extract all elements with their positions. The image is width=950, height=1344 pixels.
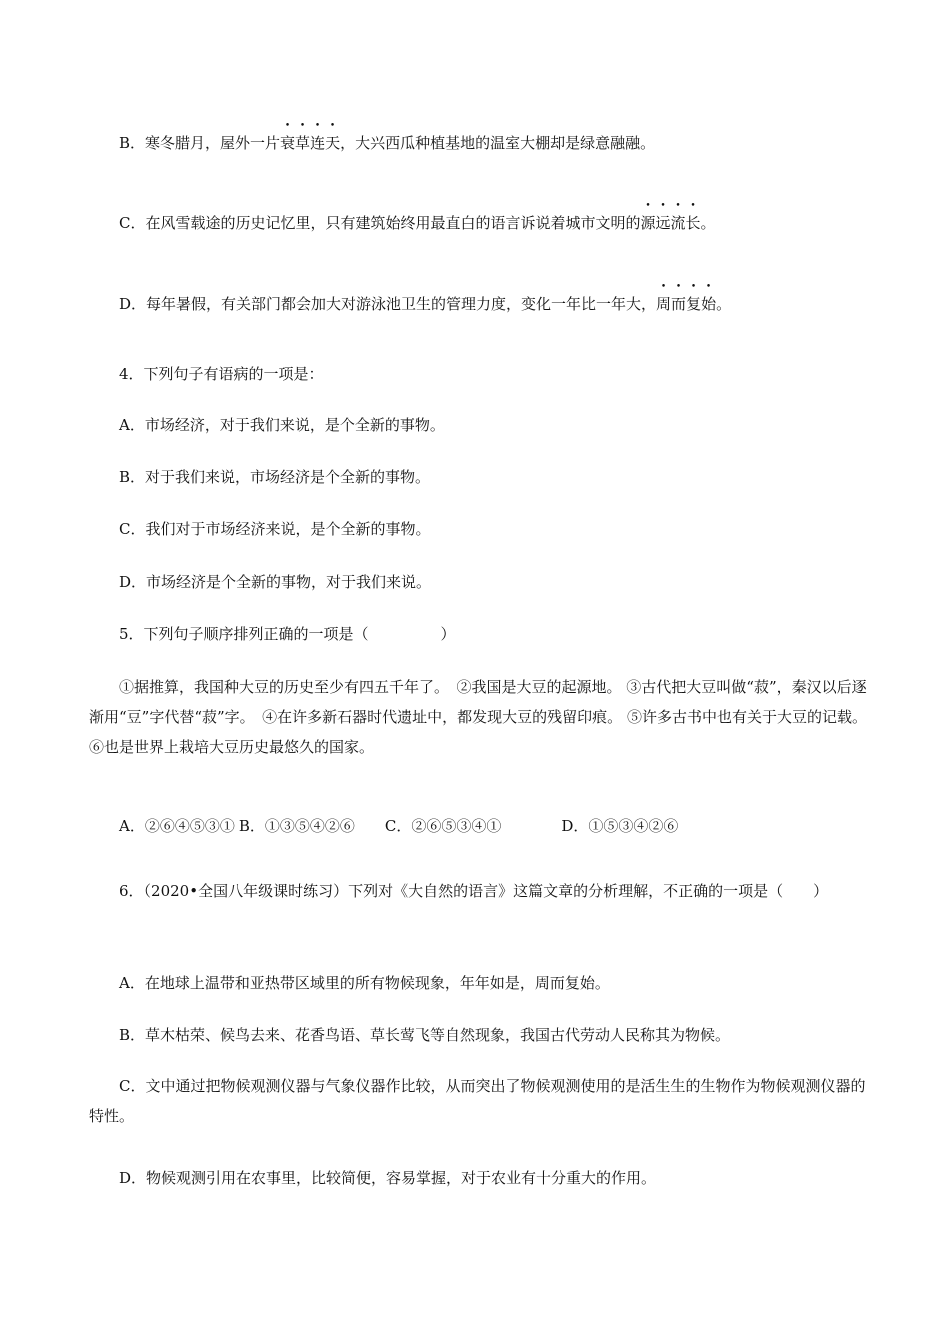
q5-passage: ①据推算，我国种大豆的历史至少有四五千年了。 ②我国是大豆的起源地。 ③古代把大豆叫做“菽”，秦汉以后逐渐用“豆”字代替“菽”字。 ④在许多新石器时代遗址中，都发现大豆的残留印痕。 ⑤许多古书中也有关于大豆的记载。⑥也是世界上栽培大豆历史最悠久的国家。 — [89, 678, 867, 756]
q6-option-a: A．在地球上温带和亚热带区域里的所有物候现象，年年如是，周而复始。 — [119, 974, 610, 992]
q6-option-c: C．文中通过把物候观测仪器与气象仪器作比较，从而突出了物候观测使用的是活生生的生物作为物候观测仪器的特性。 — [89, 1077, 866, 1125]
q4-option-b: B．对于我们来说，市场经济是个全新的事物。 — [119, 468, 431, 486]
emphasis-char: 流 — [670, 214, 686, 232]
q5-stem — [119, 624, 456, 644]
emphasis-char: 草 — [295, 134, 311, 152]
q4-stem: 4．下列句子有语病的一项是： — [119, 365, 324, 383]
emphasis-char: 始 — [701, 295, 717, 313]
q5-option-a: A．②⑥④⑤③① — [119, 817, 235, 835]
emphasis-char: 长 — [685, 214, 701, 232]
q3-option-b-after: ，大兴西瓜种植基地的温室大棚却是绿意融融。 — [340, 134, 656, 152]
emphasis-char: 远 — [655, 214, 671, 232]
q4-option-a: A．市场经济，对于我们来说，是个全新的事物。 — [119, 416, 445, 434]
q6-stem: 6．（2020•全国八年级课时练习）下列对《大自然的语言》这篇文章的分析理解，不正确的一项是（ ） — [119, 882, 829, 900]
q5-options — [119, 816, 678, 836]
emphasis-char: 连 — [310, 134, 326, 152]
emphasis-char: 天 — [325, 134, 341, 152]
q3-option-b-before: B．寒冬腊月，屋外一片 — [119, 134, 281, 152]
emphasis-char: 而 — [671, 295, 687, 313]
emphasis-char: 复 — [686, 295, 702, 313]
emphasis-char: 源 — [640, 214, 656, 232]
q3-option-d-after: 。 — [716, 295, 732, 313]
q3-option-d-before: D．每年暑假，有关部门都会加大对游泳池卫生的管理力度，变化一年比一年大， — [119, 295, 657, 313]
emphasis-char: 周 — [656, 295, 672, 313]
q5-option-c: C．②⑥⑤③④① — [384, 817, 502, 835]
q3-option-c-before: C．在风雪载途的历史记忆里，只有建筑始终用最直白的语言诉说着城市文明的 — [119, 214, 641, 232]
q6-option-b: B．草木枯荣、候鸟去来、花香鸟语、草长莺飞等自然现象，我国古代劳动人民称其为物候。 — [119, 1026, 731, 1044]
q5-option-b: B．①③⑤④②⑥ — [238, 817, 355, 835]
q5-option-d: D．①⑤③④②⑥ — [561, 817, 679, 835]
emphasis-char: 衰 — [280, 134, 296, 152]
q3-option-c-after: 。 — [700, 214, 716, 232]
q4-option-d: D．市场经济是个全新的事物，对于我们来说。 — [119, 573, 432, 591]
q4-option-c: C．我们对于市场经济来说，是个全新的事物。 — [119, 520, 431, 538]
q5-stem-close: ） — [440, 625, 456, 643]
q3-option-b — [119, 133, 655, 153]
q6-option-d: D．物候观测引用在农事里，比较简便，容易掌握，对于农业有十分重大的作用。 — [119, 1169, 657, 1187]
q3-option-d — [119, 294, 731, 314]
q3-option-c — [119, 213, 716, 233]
q5-stem-text: 5．下列句子顺序排列正确的一项是（ — [119, 625, 369, 643]
